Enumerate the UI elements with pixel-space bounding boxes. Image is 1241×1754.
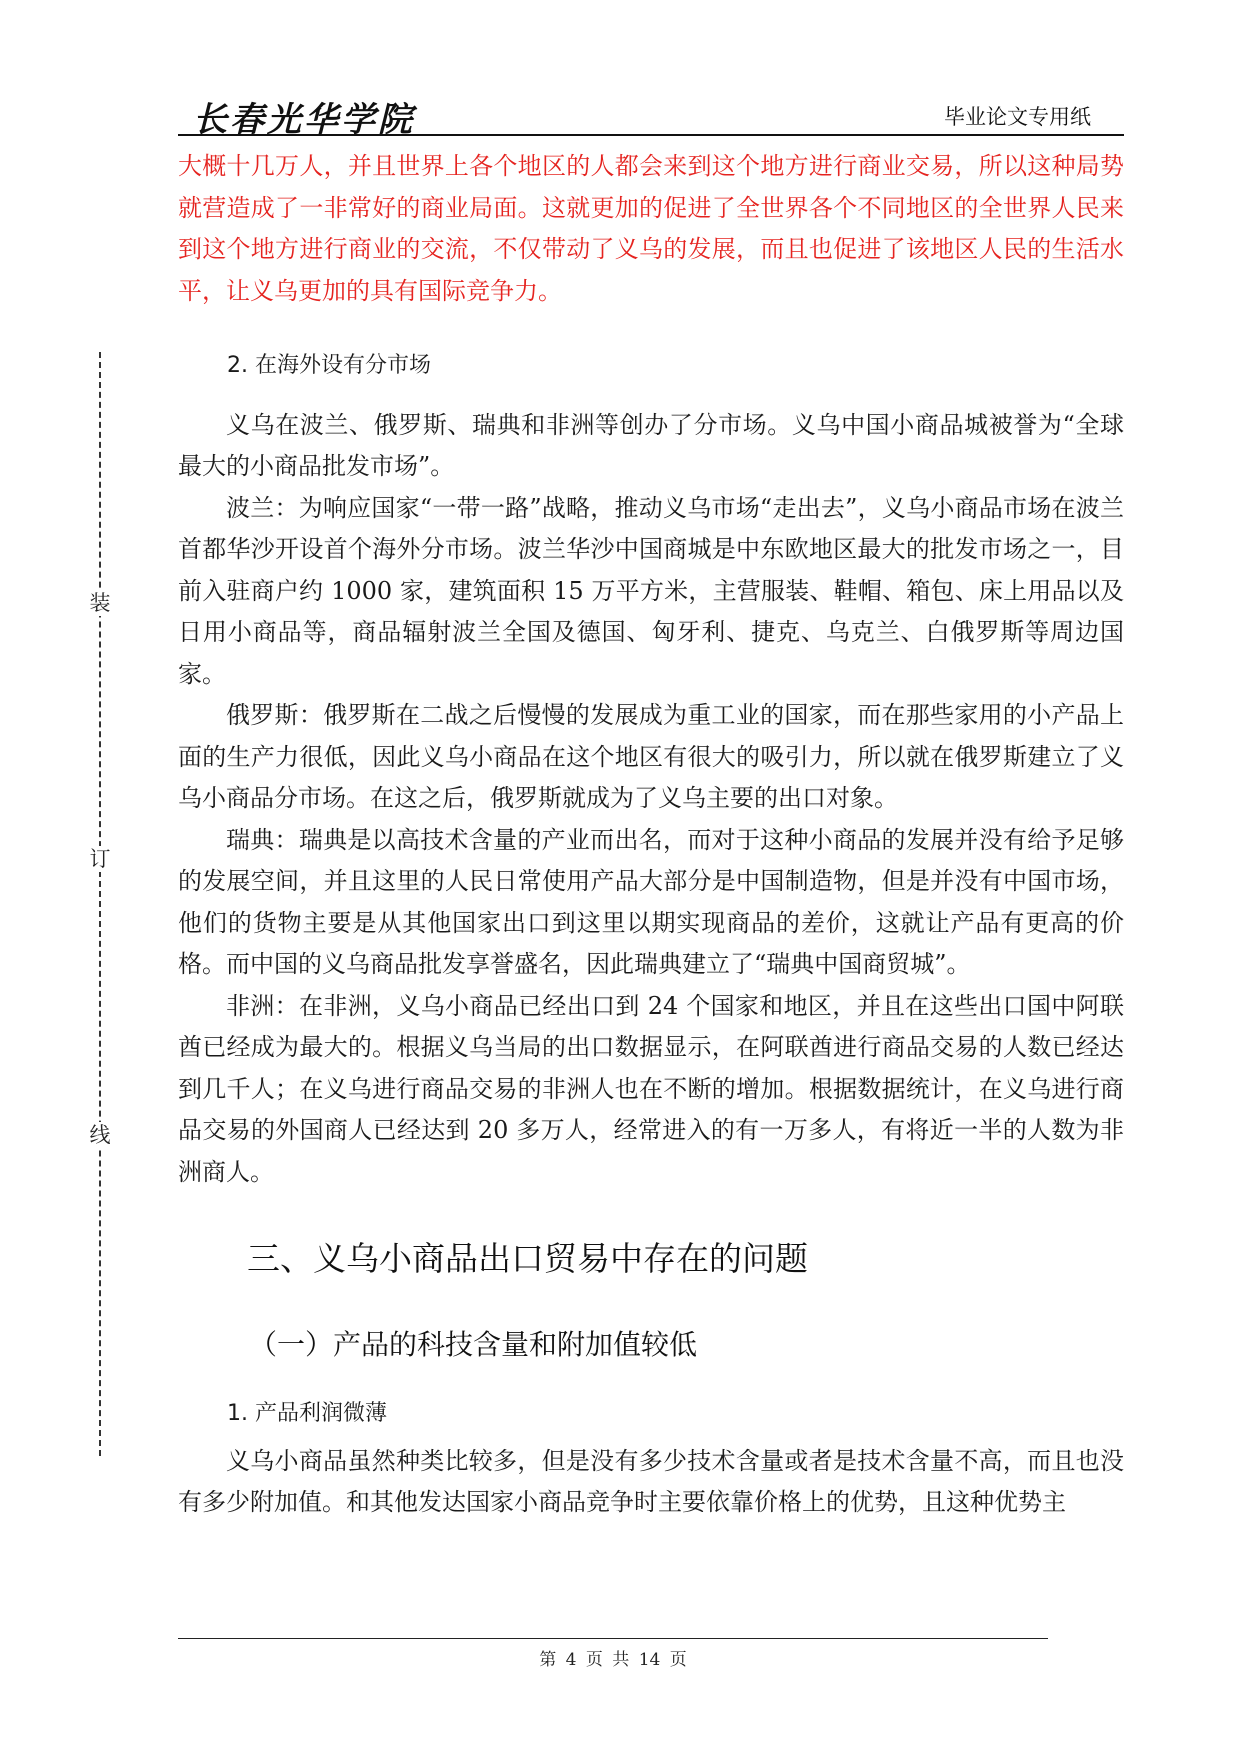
binding-margin-line (99, 352, 101, 1456)
page-number: 第 4 页 共 14 页 (539, 1650, 687, 1670)
heading-overseas-markets: 2. 在海外设有分市场 (227, 353, 431, 378)
paper-type-label: 毕业论文专用纸 (944, 105, 1091, 129)
paragraph-overseas-intro: 义乌在波兰、俄罗斯、瑞典和非洲等创办了分市场。义乌中国小商品城被誉为“全球最大的小商品批发市场”。 (178, 410, 1124, 480)
paragraph-africa: 非洲：在非洲，义乌小商品已经出口到 24 个国家和地区，并且在这些出口国中阿联酋已经成为最大的。根据义乌当局的出口数据显示，在阿联酋进行商品交易的人数已经达到几千人；在义乌进行商品交易的非洲人也在不断的增加。根据数据统计，在义乌进行商品交易的外国商人已经达到 20 多万人，经常进入的有一万多人，有将近一半的人数为非洲商人。 (178, 991, 1124, 1186)
paragraph-poland: 波兰：为响应国家“一带一路”战略，推动义乌市场“走出去”，义乌小商品市场在波兰首都华沙开设首个海外分市场。波兰华沙中国商城是中东欧地区最大的批发市场之一，目前入驻商户约 1000 家，建筑面积 15 万平方米，主营服装、鞋帽、箱包、床上用品以及日用小商品等，商品辐射波兰全国及德国、匈牙利、捷克、乌克兰、白俄罗斯等周边国家。 (178, 493, 1124, 688)
paragraph-thin-profit: 义乌小商品虽然种类比较多，但是没有多少技术含量或者是技术含量不高，而且也没有多少附加值。和其他发达国家小商品竞争时主要依靠价格上的优势，且这种优势主 (178, 1446, 1124, 1516)
school-name: 长春光华学院 (193, 100, 415, 140)
binding-char-xian: 线 (89, 1123, 111, 1147)
section-heading-problems: 三、义乌小商品出口贸易中存在的问题 (247, 1239, 808, 1278)
binding-char-zhuang: 装 (89, 591, 111, 615)
header-rule (178, 134, 1124, 136)
highlighted-paragraph: 大概十几万人，并且世界上各个地区的人都会来到这个地方进行商业交易，所以这种局势就营造成了一非常好的商业局面。这就更加的促进了全世界各个不同地区的全世界人民来到这个地方进行商业的交流，不仅带动了义乌的发展，而且也促进了该地区人民的生活水平，让义乌更加的具有国际竞争力。 (178, 152, 1124, 305)
footer-rule (178, 1638, 1048, 1639)
subsection-heading-low-value: （一）产品的科技含量和附加值较低 (249, 1327, 698, 1361)
page-body (178, 146, 1124, 1524)
paragraph-russia: 俄罗斯：俄罗斯在二战之后慢慢的发展成为重工业的国家，而在那些家用的小产品上面的生产力很低，因此义乌小商品在这个地区有很大的吸引力，所以就在俄罗斯建立了义乌小商品分市场。在这之后，俄罗斯就成为了义乌主要的出口对象。 (178, 701, 1124, 812)
paragraph-sweden: 瑞典：瑞典是以高技术含量的产业而出名，而对于这种小商品的发展并没有给予足够的发展空间，并且这里的人民日常使用产品大部分是中国制造物，但是并没有中国市场，他们的货物主要是从其他国家出口到这里以期实现商品的差价，这就让产品有更高的价格。而中国的义乌商品批发享誉盛名，因此瑞典建立了“瑞典中国商贸城”。 (178, 825, 1124, 978)
heading-thin-profit: 1. 产品利润微薄 (227, 1401, 387, 1426)
binding-char-ding: 订 (89, 847, 111, 871)
